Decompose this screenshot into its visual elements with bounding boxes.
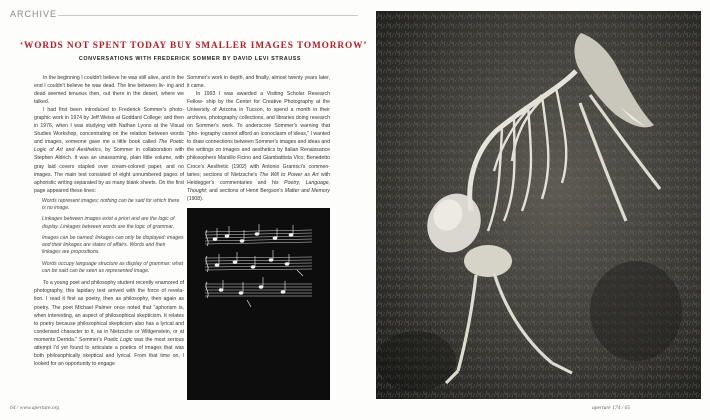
quote-block [42, 198, 184, 276]
music-score-photo [187, 208, 330, 400]
paragraph-text: (1908). [187, 195, 204, 202]
section-label: ARCHIVE [10, 9, 58, 19]
paragraph-text: was the most serious attempt I'd yet found to articulate a poetics of images that was both philosophically skeptical and lyrical. From that time on, I looked for an opportunity to engage [34, 336, 184, 367]
footer-page-right: aperture 174 / 65 [592, 405, 631, 411]
quote-line: Words represent images; nothing can be said for which there is no image. [42, 197, 180, 211]
book-title: Poetry, Language, Thought [187, 179, 330, 194]
music-score-drawing [187, 208, 330, 400]
paragraph-text: , by Sommer in collaboration with Stephen Aldrich. It was an unassuming, plain little volume, with gray laid covers stapled over cream-colored paper, and no images. The main text consisted of eight unnumbered pages of aphoristic writing separated by as many blank sheets. On the first page appeared these lines: [34, 147, 184, 194]
article-subtitle: CONVERSATIONS WITH FREDERICK SOMMER BY DAVID LEVI STRAUSS [78, 56, 302, 62]
book-title: The Will to Power as Art [259, 171, 319, 178]
footer-page-left: 64 / www.aperture.org [10, 405, 60, 411]
quote-line: Words occupy language structure as display of grammar: what can be said can be seen as represented image. [42, 260, 183, 275]
paragraph [34, 74, 184, 106]
book-title: Matter and Memory [284, 187, 330, 194]
paragraph-text: with Heidegger's commentaries and his [187, 171, 331, 186]
skeleton-photo-drawing [376, 11, 701, 399]
paragraph [34, 106, 184, 195]
text-column-left [34, 74, 184, 368]
article-title: ‘WORDS NOT SPENT TODAY BUY SMALLER IMAGES TOMORROW’ [20, 41, 368, 51]
skeleton-photograph [376, 11, 701, 399]
paragraph [187, 74, 330, 90]
text-column-right [187, 74, 330, 203]
quote-line: Linkages between images exist a priori and are the logic of display. Linkages between words are the logic of grammar. [42, 216, 175, 230]
paragraph [34, 279, 184, 368]
paragraph-text: In the beginning I couldn't believe he was still alive, and in the end I couldn't believe he was dead. The line between liv- ing and dead seemed tenuous then, out there in the desert, where we talked. [34, 75, 184, 106]
book-title: The Poetic Logic of Art and Aesthetics [34, 139, 184, 154]
book-title: Poetic Logic [103, 336, 133, 343]
paragraph-text: ; and sections of Henri Bergson's [205, 187, 285, 194]
paragraph [187, 90, 330, 203]
paragraph-text: To a young poet and philosophy student recently enamored of photography, this lapidary text arrived with the force of revela- tion. I read it first as poetry, then as philosophy, then again as poetry. The poet Michael Palmer once noted that "aphorism is, when interesting, an aspect of philosophical skepticism. It relates to poetry because philosophical skepticism also has a lyrical and condensed character to it, as in Nietzsche or Wittgenstein, or at moments Derrida." Sommer's [34, 280, 184, 343]
paragraph-text: In 1993 I was awarded a Visiting Scholar Research Fellow- ship by the Center for Creative Photography at the University of Arizona in Tucson, to spend a month in their archives, photography collections, and libraries doing research on Sommer's work. To underscore Sommer's warning that "pho- tography cannot afford an iconoclasm of ideas," I wanted to draw connections between Sommer's images and ideas and the writings on images and aesthetics by Italian Renaissance philosophers Marsilio Ficino and Giambattista Vico; Benedetto Croce's Aesthetic (1902) with Antonio Gramsci's commen- taries; sections of Nietzsche's [187, 91, 330, 178]
paragraph-text: Sommer's work in depth, and finally, almost twenty years later, it came. [187, 75, 330, 90]
quote-line: Images can be named; linkages can only be displayed: images and their linkages are states of affairs. Words and their linkages are propositions. [42, 234, 184, 256]
paragraph-text: I had first been introduced to Frederick Sommer's photo- graphic work in 1974 by Jeff Weiss at Goddard College; and then in 1976, when I was studying with Nathan Lyons at the Visual Studies Workshop, concentrating on the relation between words and images, someone gave me a little book called [34, 107, 184, 146]
header-rule [58, 15, 358, 16]
